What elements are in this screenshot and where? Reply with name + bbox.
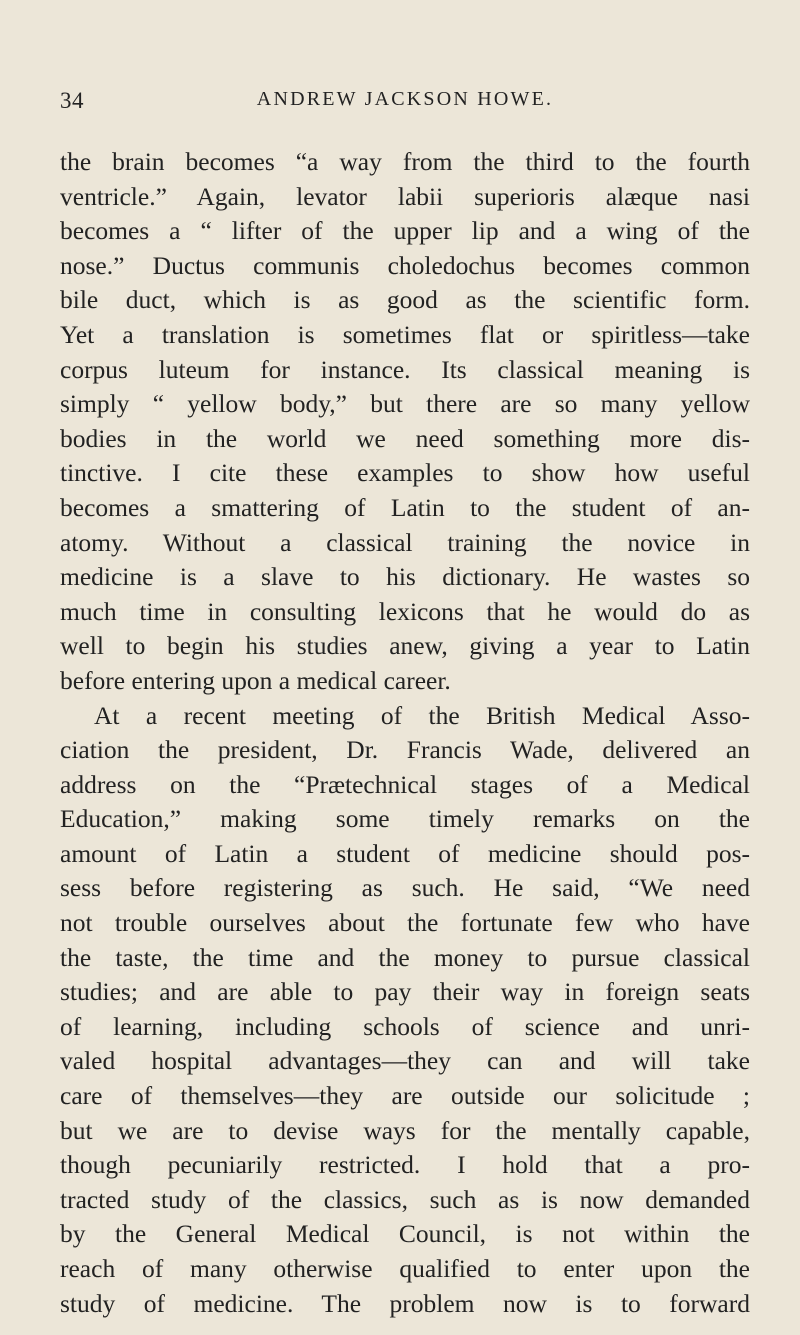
text-line: At a recent meeting of the British Medical Asso- [94, 700, 750, 730]
page-number: 34 [60, 88, 84, 113]
text-line: Yet a translation is sometimes flat or spiritless—take [60, 319, 750, 349]
running-head [60, 88, 750, 118]
text-line: tinctive. I cite these examples to show how useful [60, 458, 750, 488]
text-line: bile duct, which is as good as the scientific form. [60, 285, 750, 315]
text-line: of learning, including schools of science and unri- [60, 1011, 750, 1041]
text-line: tracted study of the classics, such as is now demanded [60, 1184, 750, 1214]
running-title: ANDREW JACKSON HOWE. [256, 88, 554, 110]
text-line: reach of many otherwise qualified to enter upon the [60, 1254, 750, 1283]
text-line: care of themselves—they are outside our solicitude ; [60, 1081, 750, 1111]
text-line: amount of Latin a student of medicine should pos- [60, 838, 750, 868]
text-line: sess before registering as such. He said, “We need [60, 873, 750, 903]
text-line: study of medicine. The problem now is to forward [60, 1288, 750, 1318]
text-line: becomes a “ lifter of the upper lip and a wing of the [60, 216, 750, 246]
text-line: ventricle.” Again, levator labii superioris alæque nasi [60, 181, 750, 211]
text-line: simply “ yellow body,” but there are so many yellow [60, 389, 750, 419]
text-line: medicine is a slave to his dictionary. He wastes so [60, 562, 750, 592]
text-line: ciation the president, Dr. Francis Wade, delivered an [60, 735, 750, 765]
text-line: not trouble ourselves about the fortunate few who have [60, 908, 750, 938]
text-line: by the General Medical Council, is not within the [60, 1219, 750, 1249]
text-line: before entering upon a medical career. [60, 665, 451, 695]
text-line: atomy. Without a classical training the novice in [60, 527, 750, 557]
text-line: Education,” making some timely remarks on the [60, 804, 750, 834]
text-line: valed hospital advantages—they can and will take [60, 1046, 750, 1076]
body-text [60, 145, 750, 1321]
text-line: but we are to devise ways for the mentally capable, [60, 1115, 750, 1145]
text-line: becomes a smattering of Latin to the student of an- [60, 492, 750, 522]
text-line: the taste, the time and the money to pursue classical [60, 942, 750, 972]
text-line: studies; and are able to pay their way in foreign seats [60, 977, 750, 1007]
text-line: address on the “Prætechnical stages of a Medical [60, 769, 750, 799]
text-line: much time in consulting lexicons that he would do as [60, 596, 750, 626]
text-line: well to begin his studies anew, giving a year to Latin [60, 631, 750, 661]
text-line: nose.” Ductus communis choledochus becomes common [60, 250, 750, 280]
text-line: corpus luteum for instance. Its classical meaning is [60, 354, 750, 384]
text-line: the brain becomes “a way from the third to the fourth [60, 147, 750, 176]
text-line: bodies in the world we need something more dis- [60, 423, 750, 453]
text-line: though pecuniarily restricted. I hold that a pro- [60, 1150, 750, 1180]
